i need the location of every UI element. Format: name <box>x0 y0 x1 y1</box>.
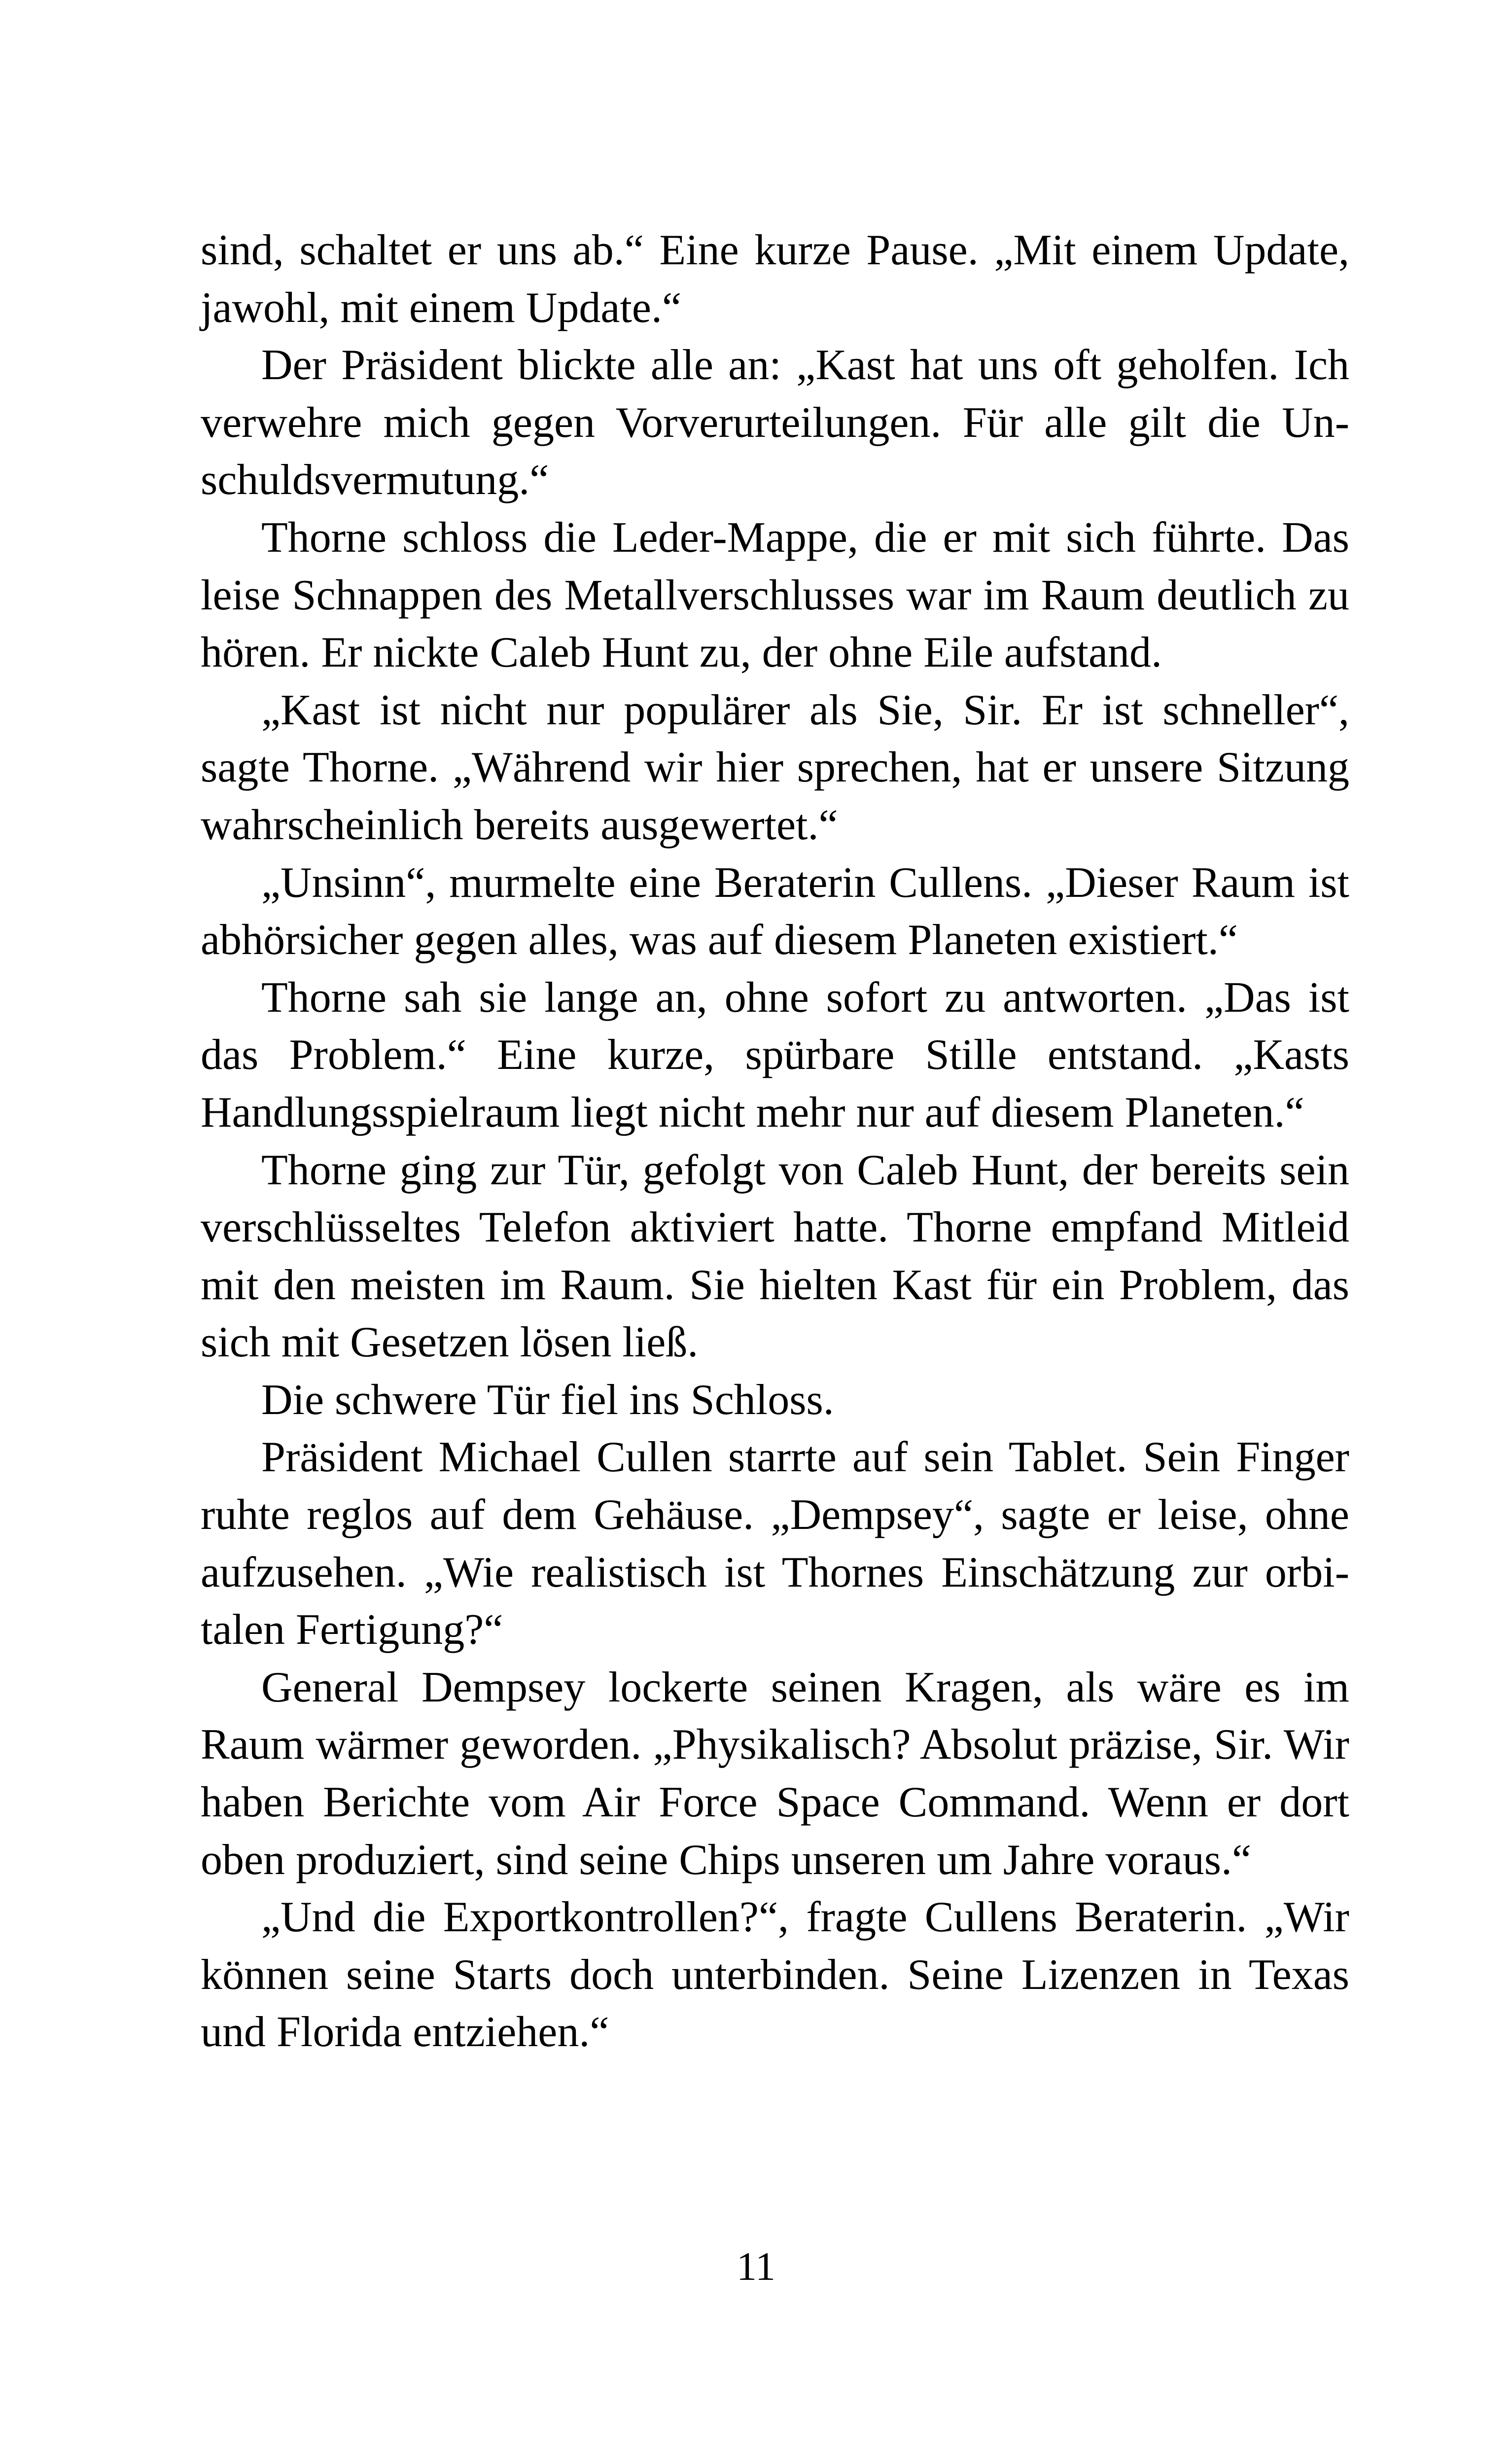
paragraph-6: Thorne sah sie lange an, ohne sofort zu antworten. „Das ist das Problem.“ Eine kurze, spürbare Stille entstand. „Kasts Handlungsspielraum liegt nicht mehr nur auf diesem Planeten.“ <box>201 973 1349 1136</box>
body-text <box>201 222 1349 2061</box>
paragraph-2: Der Präsident blickte alle an: „Kast hat uns oft geholfen. Ich verwehre mich gegen Vorverurteilungen. Für alle gilt die Unschuldsvermutung.“ <box>201 341 1349 504</box>
paragraph-3: Thorne schloss die Leder-Mappe, die er mit sich führte. Das leise Schnappen des Metallverschlusses war im Raum deutlich zu hören. Er nickte Caleb Hunt zu, der ohne Eile aufstand. <box>201 513 1349 677</box>
paragraph-9: Präsident Michael Cullen starrte auf sein Tablet. Sein Finger ruhte reglos auf dem Gehäuse. „Dempsey“, sagte er leise, ohne aufzusehen. „Wie realistisch ist Thornes Einschätzung zur orbitalen Fertigung?“ <box>201 1433 1349 1654</box>
paragraph-8: Die schwere Tür fiel ins Schloss. <box>261 1376 834 1424</box>
paragraph-10: General Dempsey lockerte seinen Kragen, als wäre es im Raum wärmer geworden. „Physikalisch? Absolut präzise, Sir. Wir haben Berichte vom Air Force Space Command. Wenn er dort oben produziert, sind seine Chips unseren um Jahre voraus.“ <box>201 1663 1349 1884</box>
page-number: 11 <box>737 2244 775 2289</box>
paragraph-7: Thorne ging zur Tür, gefolgt von Caleb Hunt, der bereits sein verschlüsseltes Telefon aktiviert hatte. Thorne empfand Mitleid mit den meisten im Raum. Sie hielten Kast für ein Problem, das sich mit Gesetzen lösen ließ. <box>201 1146 1349 1367</box>
paragraph-4: „Kast ist nicht nur populärer als Sie, Sir. Er ist schneller“, sagte Thorne. „Während wir hier sprechen, hat er unsere Sitzung wahrscheinlich bereits ausgewertet.“ <box>201 686 1349 849</box>
paragraph-11: „Und die Exportkontrollen?“, fragte Cullens Beraterin. „Wir können seine Starts doch unterbinden. Seine Lizenzen in Texas und Florida entziehen.“ <box>201 1893 1349 2056</box>
paragraph-5: „Unsinn“, murmelte eine Beraterin Cullens. „Dieser Raum ist abhörsicher gegen alles, was auf diesem Planeten existiert.“ <box>201 858 1349 964</box>
paragraph-1: sind, schaltet er uns ab.“ Eine kurze Pause. „Mit einem Update, jawohl, mit einem Update.“ <box>201 226 1349 332</box>
